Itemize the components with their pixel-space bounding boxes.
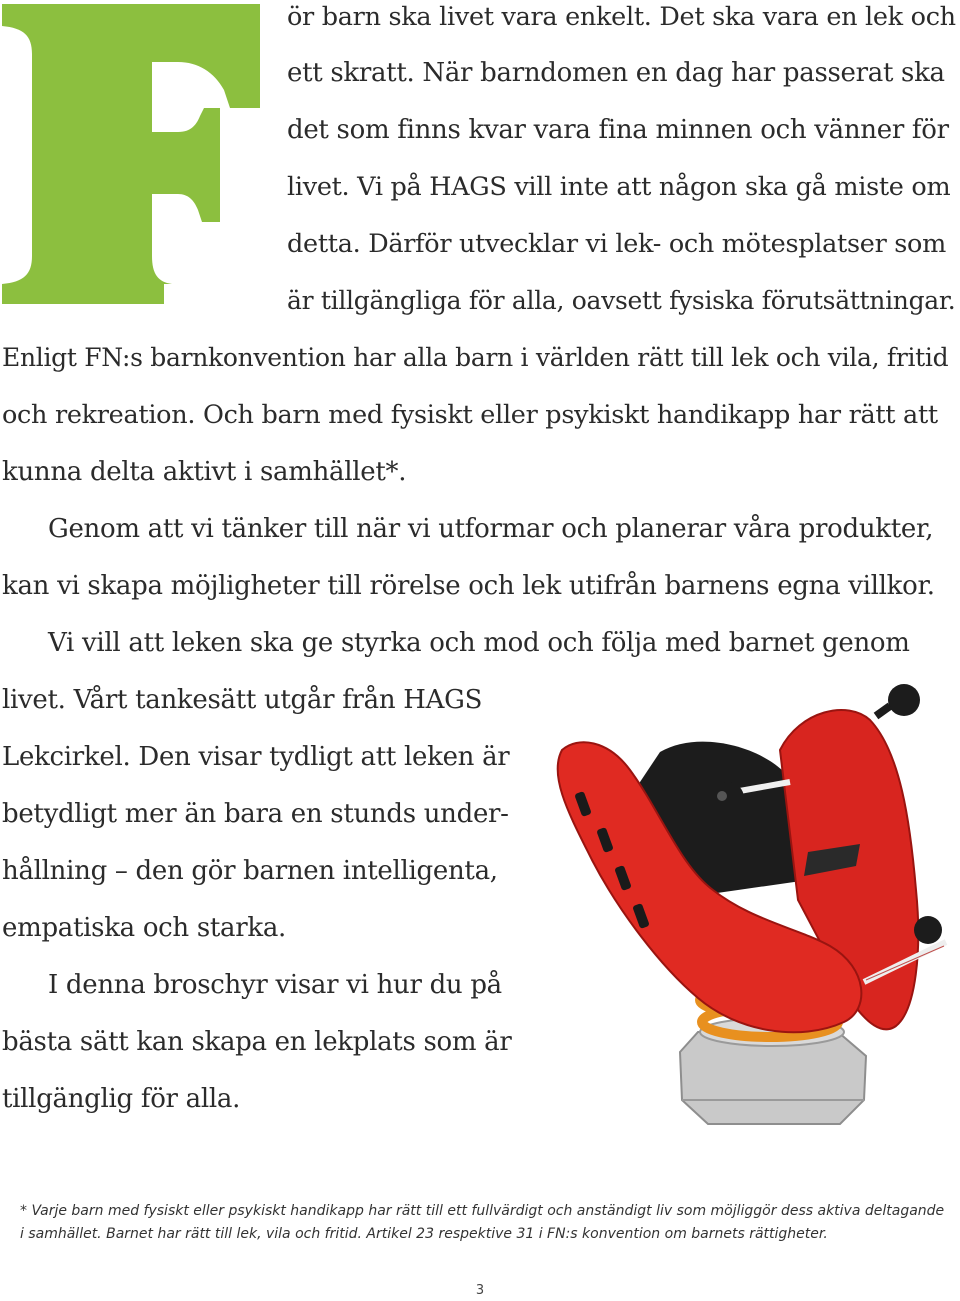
footnote-line: i samhället. Barnet har rätt till lek, vila och fritid. Artikel 23 respektive 31 i FN:s konvention om barnets rättigheter.	[20, 1226, 828, 1242]
body-line: Enligt FN:s barnkonvention har alla barn i världen rätt till lek och vila, fritid	[2, 343, 949, 372]
body-line: ett skratt. När barndomen en dag har passerat ska	[287, 58, 945, 88]
body-line: Genom att vi tänker till när vi utformar och planerar våra produkter,	[48, 514, 934, 544]
body-line: empatiska och starka.	[2, 913, 286, 943]
body-line: kunna delta aktivt i samhället*.	[2, 457, 407, 487]
body-line: detta. Därför utvecklar vi lek- och mötesplatser som	[287, 229, 946, 259]
body-line: Lekcirkel. Den visar tydligt att leken är	[2, 742, 510, 772]
body-line: betydligt mer än bara en stunds under-	[2, 799, 509, 829]
body-line: kan vi skapa möjligheter till rörelse och lek utifrån barnens egna villkor.	[2, 571, 935, 601]
body-line: livet. Vi på HAGS vill inte att någon ska gå miste om	[287, 172, 951, 202]
body-line: bästa sätt kan skapa en lekplats som är	[2, 1027, 512, 1057]
body-line: det som finns kvar vara fina minnen och vänner för	[287, 115, 949, 145]
body-line: är tillgängliga för alla, oavsett fysiska förutsättningar.	[287, 286, 956, 315]
body-line: hållning – den gör barnen intelligenta,	[2, 856, 498, 886]
body-line: ör barn ska livet vara enkelt. Det ska vara en lek och	[287, 2, 956, 32]
body-line: och rekreation. Och barn med fysiskt eller psykiskt handikapp har rätt att	[2, 400, 938, 430]
dropcap-letter-f	[2, 4, 260, 304]
spring-rider-icon	[548, 680, 960, 1130]
footnote-line: * Varje barn med fysiskt eller psykiskt handikapp har rätt till ett fullvärdigt och anständigt liv som möjliggör dess aktiva deltagande	[20, 1203, 945, 1219]
page-number: 3	[475, 1283, 485, 1298]
body-line: livet. Vårt tankesätt utgår från HAGS	[2, 685, 483, 715]
body-line: tillgänglig för alla.	[2, 1084, 241, 1114]
body-line: I denna broschyr visar vi hur du på	[48, 970, 502, 1000]
body-line: Vi vill att leken ska ge styrka och mod och följa med barnet genom	[48, 628, 910, 658]
